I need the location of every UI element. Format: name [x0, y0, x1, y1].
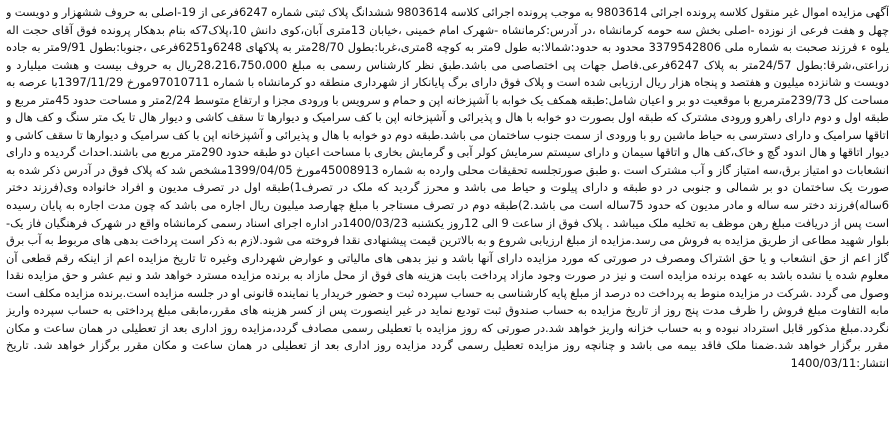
auction-notice-text: [6, 4, 889, 427]
auction-notice-body: آگهی مزایده اموال غیر منقول کلاسه پرونده اجرائی 9803614 به موجب پرونده اجرائی کلاسه 9803614 ششدانگ پلاک ثبتی شماره 6247فرعی از 19-اصلی به حروف ششهزار و دویست و چهل و هفت فرعی از نوزده -اصلی بخش سه حومه کرمانشاه ،در آدرس:کرمانشاه -شهرک امام خمینی ،خیابان 13متری آبان،کوی دانش 10،پلاک7که بنام بدهکار پرونده فوق آقای حجت اله یلوه ء فرزند صحبت به شماره ملی 3379542806 محدود به حدود:شمالا:به طول 9متر به کوچه 8متری،غربا:بطول 28/70متر به پلاکهای 6248و6251فرعی ،جنوبا:بطول 9/91متر به جاده زراعتی،شرقا:بطول 24/57متر به پلاک 6247فرعی.فاصل جهات پی اختصاصی می باشد.طبق نظر کارشناس رسمی به مبلغ 28،216،750،000ریال به حروف بیست و هشت میلیارد و دویست و شانزده میلیون و هفتصد و پنجاه هزار ریال ارزیابی شده است و پلاک فوق دارای برگ پایانکار از شهرداری منطقه دو کرمانشاه با شماره 97010711مورخ 1397/11/29با عرصه به مساحت کل 239/73مترمربع با موقعیت دو بر و اعیان شامل:طبقه همکف یک خوابه با آشپزخانه اپن و حمام و سرویس با ورودی مجزا و ارتفاع متوسط 2/24متر و مساحت حدود 45متر مربع و طبقه اول و دوم دارای راهرو ورودی مشترک که طبقه اول بصورت دو خوابه با هال و پذیرائی و آشپزخانه اپن با کف سرامیک و دیوارها تا سقف کاشی و دیوار هال تا یک متر سنگ و کف هال و اتاقها سرامیک و دارای دسترسی به حیاط ماشین رو با ورودی از سمت جنوب ساختمان می باشد.طبقه دوم دو خوابه با هال و پذیرائی و آشپزخانه اپن با کف سرامیک و دیوارها تا سقف کاشی و دیوار اتاقها و هال اندود گچ و خاک،کف هال و اتاقها سیمان و دارای سیستم سرمایش کولر آبی و گرمایش بخاری با مساحت اعیان دو طبقه حدود 290متر مربع می باشند.احداث گردیده و دارای انشعابات دو امتیاز برق،سه امتیاز گاز و آب مشترک است .و طبق صورتجلسه تحقیقات محلی وارده به شماره 45008913مورخ 1399/04/05مشخص شد که پلاک فوق در آدرس ذکر شده به صورت یک ساختمان دو بر شمالی و جنوبی در دو طبقه و دارای پیلوت و حیاط می باشد و محرز گردید که ملک در تصرف1)طبقه اول در تصرف مدیون و افراد خانواده وی(فرزند دختر 6ساله)فرزند دختر سه ساله و مادر مدیون که حدود 75ساله است می باشد.2)طبقه دوم در تصرف مستاجر با مبلغ چهارصد میلیون ریال اجاره می باشد که چون مدت اجاره به پایان رسیده است پس از دریافت مبلغ رهن موظف به تخلیه ملک میباشد . پلاک فوق از ساعت 9 الی 12روز یکشنبه 1400/03/23در اداره اجرای اسناد رسمی کرمانشاه واقع در شهرک فرهنگیان فاز یک-بلوار شهید مطاعی از طریق مزایده به فروش می رسد.مزایده از مبلغ ارزیابی شروع و به بالاترین قیمت پیشنهادی نقدا فروخته می شود.لازم به ذکر است پرداخت بدهی های مربوط به آب برق گاز اعم از حق انشعاب و یا حق اشتراک ومصرف در صورتی که مورد مزایده دارای آنها باشد و نیز بدهی های مالیاتی و عوارض شهرداری وغیره تا تاریخ مزایده اعم از اینکه رقم قطعی آن معلوم شده یا نشده باشد به عهده برنده مزایده است و نیز در صورت وجود مازاد پرداخت بابت هزینه های فوق از محل مازاد به برنده مزایده مسترد خواهد شد و نیم عشر و حق مزایده نقدا وصول می گردد .شرکت در مزایده منوط به پرداخت ده درصد از مبلغ پایه کارشناسی به حساب سپرده ثبت و حضور خریدار یا نماینده قانونی او در جلسه مزایده است.برنده مزایده مکلف است مابه التفاوت مبلغ فروش را ظرف مدت پنج روز از تاریخ مزایده به حساب صندوق ثبت تودیع نماید در غیر اینصورت پس از کسر هزینه های مقرر،مابقی مبلغ پرداختی به حساب سپرده واریز نگردد.مبلغ مذکور قابل استرداد نبوده و به حساب خزانه واریز خواهد شد.در صورتی که روز مزایده با تعطیلی رسمی مصادف گردد،مزایده روز اداری بعد از تعطیلی در همان ساعت و مکان مقرر برگزار خواهد شد.ضمنا ملک فاقد بیمه می باشد و چنانچه روز مزایده تعطیل رسمی گردد مزایده روز اداری بعد از تعطیلی در همان ساعت و مکان مقرر برگزار خواهد شد. تاریخ انتشار:1400/03/11: [6, 5, 889, 370]
